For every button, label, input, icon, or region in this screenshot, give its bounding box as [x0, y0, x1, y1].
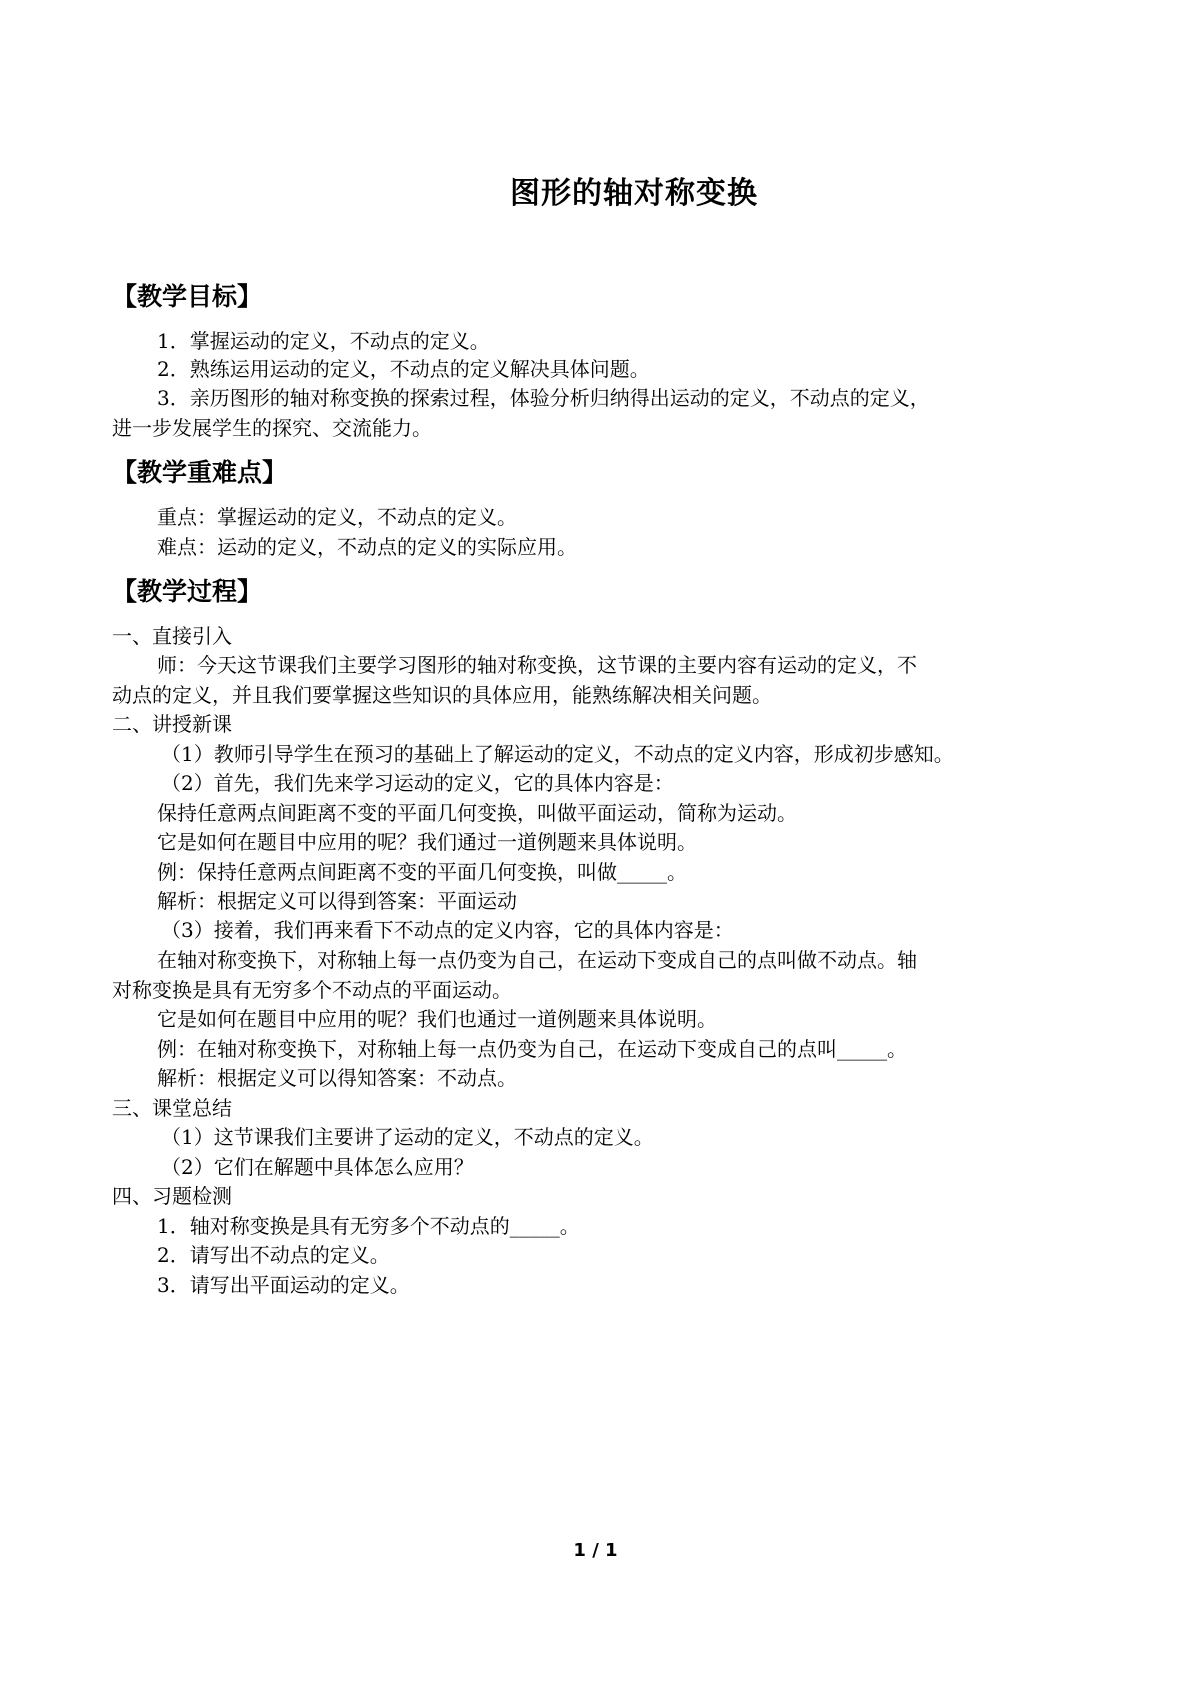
exercise-item: 3．请写出平面运动的定义。 [157, 1273, 410, 1297]
process-paragraph: （3）接着，我们再来看下不动点的定义内容，它的具体内容是： [161, 918, 734, 942]
process-paragraph: 它是如何在题目中应用的呢？我们通过一道例题来具体说明。 [157, 830, 697, 854]
example-answer: 解析：根据定义可以得到答案：平面运动 [157, 889, 517, 913]
process-paragraph: （1）这节课我们主要讲了运动的定义，不动点的定义。 [161, 1125, 654, 1149]
process-paragraph: （2）它们在解题中具体怎么应用？ [161, 1155, 474, 1179]
process-subheading: 二、讲授新课 [112, 712, 232, 736]
section-heading-objectives: 【教学目标】 [112, 282, 263, 311]
example-question: 例：在轴对称变换下，对称轴上每一点仍变为自己，在运动下变成自己的点叫_____。 [157, 1037, 907, 1061]
page-number: 1 / 1 [573, 1540, 618, 1561]
exercise-item: 1．轴对称变换是具有无穷多个不动点的_____。 [157, 1214, 580, 1238]
process-paragraph: 保持任意两点间距离不变的平面几何变换，叫做平面运动，简称为运动。 [157, 801, 797, 825]
example-question: 例：保持任意两点间距离不变的平面几何变换，叫做_____。 [157, 860, 687, 884]
objective-item-continuation: 进一步发展学生的探究、交流能力。 [112, 416, 432, 440]
process-paragraph: 它是如何在题目中应用的呢？我们也通过一道例题来具体说明。 [157, 1007, 717, 1031]
example-answer: 解析：根据定义可以得知答案：不动点。 [157, 1066, 517, 1090]
objective-item: 3．亲历图形的轴对称变换的探索过程，体验分析归纳得出运动的定义，不动点的定义， [157, 386, 930, 410]
objective-item: 2．熟练运用运动的定义，不动点的定义解决具体问题。 [157, 357, 650, 381]
process-paragraph: （2）首先，我们先来学习运动的定义，它的具体内容是： [161, 771, 674, 795]
process-subheading: 一、直接引入 [112, 624, 232, 648]
section-heading-key-points: 【教学重难点】 [112, 458, 288, 487]
process-paragraph: （1）教师引导学生在预习的基础上了解运动的定义，不动点的定义内容，形成初步感知。 [161, 742, 954, 766]
process-subheading: 三、课堂总结 [112, 1096, 232, 1120]
key-point-item: 重点：掌握运动的定义，不动点的定义。 [157, 505, 517, 529]
process-paragraph: 师：今天这节课我们主要学习图形的轴对称变换，这节课的主要内容有运动的定义，不 [157, 653, 917, 677]
page-title: 图形的轴对称变换 [510, 176, 758, 211]
exercise-item: 2．请写出不动点的定义。 [157, 1243, 390, 1267]
section-heading-process: 【教学过程】 [112, 577, 263, 606]
key-point-item: 难点：运动的定义，不动点的定义的实际应用。 [157, 535, 577, 559]
process-paragraph: 对称变换是具有无穷多个不动点的平面运动。 [112, 978, 512, 1002]
process-subheading: 四、习题检测 [112, 1184, 232, 1208]
process-paragraph: 在轴对称变换下，对称轴上每一点仍变为自己，在运动下变成自己的点叫做不动点。轴 [157, 948, 917, 972]
process-paragraph: 动点的定义，并且我们要掌握这些知识的具体应用，能熟练解决相关问题。 [112, 683, 772, 707]
objective-item: 1．掌握运动的定义，不动点的定义。 [157, 329, 490, 353]
